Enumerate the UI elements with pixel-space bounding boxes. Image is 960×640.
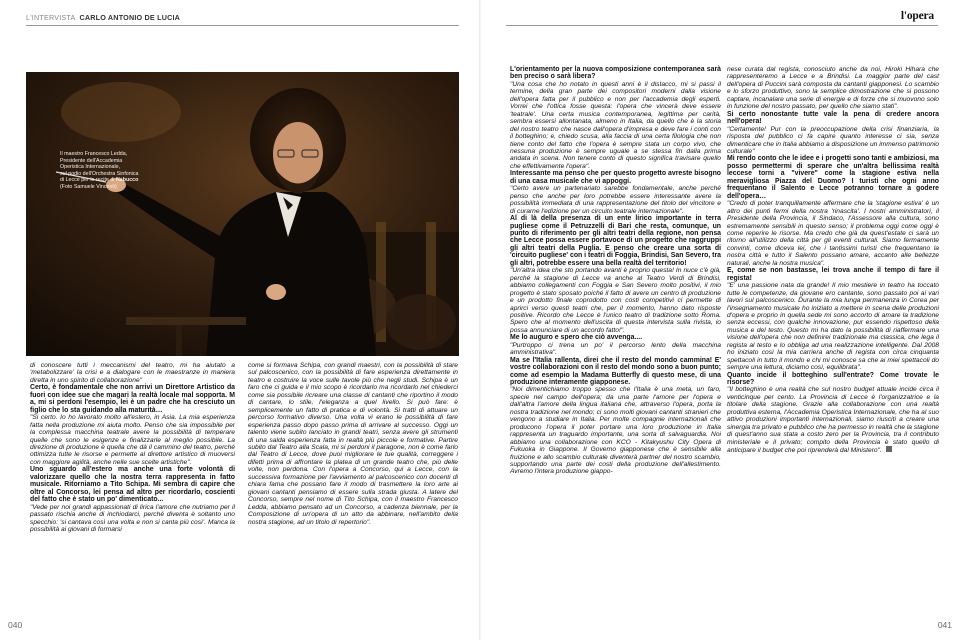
page-number-left: 040 xyxy=(8,620,23,630)
answer-paragraph: "Un'altra idea che sto portando avanti è proprio questa! In nuce c'è già, perché la stagione di Lecce va anche al Teatro Verdi di Brindisi, abbiamo collegamenti con Foggia e San Severo molto positivi, il mio progetto è stato sposato poiché il fatto di avere un centro di produzione e un prodotto finale coprodotto con costi competitivi ci permette di aprirci verso questi teatri che, per il momento, hanno dato risposte positive. Ricordo che Lecce è l'unico teatro di tradizione sotto Roma. Spero che al momento dell'uscita di questa intervista sulla rivista, io possa annunciare di un accordo fatto!". xyxy=(510,267,721,334)
answer-paragraph: nese curata dal regista, conosciuto anche da noi, Hiroki Hihara che rappresenteremo a Lecce e a Brindisi. La maggior parte del cast dell'opera di Puccini sarà composta da cantanti giapponesi. Lo scambio e lo sforzo produttivo, sono la semplice dimostrazione che si possono captare, incanalare una serie di energie e di forze che si muovono solo in funzione del nostro passato, per quello che siamo stati". xyxy=(727,66,939,111)
caption-opera-title: Nabucco xyxy=(115,177,139,184)
question-paragraph: E, come se non bastasse, lei trova anche il tempo di fare il regista! xyxy=(727,267,939,282)
answer-paragraph: come si formava Schipa, con grandi maestri, con la possibilità di stare sul palcoscenico, con la possibilità di fare esperienza direttamente in teatro e costruire la voce sulle tavole più che negli studi. Schipa è un faro che ci guida e il mio scopo è ricordarlo ma ricordarlo nel chiederci come sia possibile ricreare una classe di cantanti che riportino il modo di cantare, lo stile, l'eleganza a quel livello. Si può fare: è semplicemente un fatto di pratica e di volontà. Si tratti di attuare un percorso formativo diverso. Una volta vi erano le possibilità di fare esperienza passo dopo passo prima di arrivare al successo. Oggi un talento viene subito lanciato in grandi teatri, senza avere gli strumenti di una salda esperienza fatta in realtà più piccole e formative. Partire subito dal Teatro alla Scala, mi si perdoni il paragone, non è come farlo dal Teatro di Lecce, dove puoi migliorare le tue qualità, correggere i difetti prima di affrontare la platea di un grande teatro che, più delle volte, non perdona. Con l'opera a Concorso, qui a Lecce, con la successiva formazione per l'avviamento al palcoscenico con docenti di chiara fama che possano fare il modo di trasmettere la loro arte ai giovani cantanti pensiamo di essere sulla strada giusta. A latere del Concorso, sempre nel nome di Tito Schipa, con il maestro Francesco Ledda, abbiamo pensato ad un Concorso, a cadenza biennale, per la Composizione di un'opera di un atto da abbinare, nell'ambito della nostra stagione, ad un titolo di repertorio". xyxy=(248,362,458,526)
question-paragraph: Mi rendo conto che le idee e i progetti sono tanti e ambiziosi, ma posso permettermi di sperare che un'altra bellissima realtà leccese torni a "vivere" come la stagione estiva nella meravigliosa Piazza del Duomo? I turisti che ogni anno frequentano il Salento e Lecce potranno tornare a godere dell'opera… xyxy=(727,155,939,200)
article-column-1 xyxy=(30,362,235,533)
caption-line xyxy=(60,177,170,184)
answer-paragraph: "Purtroppo ci trena un po' il percorso lento della macchina amministrativa". xyxy=(510,341,721,357)
answer-text: "Il botteghino è una realtà che sul nostro budget attuale incide circa il venticinque per cento. La Provincia di Lecce è l'organizzatrice e la titolare della stagione. Grazie alla collaborazione con una realtà produttiva esterna, l'Accademia Operistica Internazionale, che ha al suo attivo produzioni importanti internazionali, siamo riusciti a creare una sinergia tra privato e pubblico che ha permesso in realtà che la stagione di quest'anno sua stata a costo zero per la Provincia, tra il contributo ministeriale e il privato; compito della Provincia è stato quello di anticipare il budget che poi riprenderà dal Ministero". xyxy=(727,386,939,455)
answer-paragraph: "E' una passione nata da grande! Il mio mestiere in teatro ha toccato tutte le competenze, da giovane ero cantante, sono passato poi ai vari lavori sul palcoscenico. Durante la mia lunga permanenza in Corea per l'insegnamento musicale ho iniziato a mettere in scena delle produzioni d'opera e proprio in quella sede mi sono accorto di amare la tradizione senza eccessi, con qualche innovazione, pur essendo rispettoso della musica e del testo. Questo mi ha dato la possibilità di riaffermare una visione dell'opera che non definirei tradizionale ma classica, che lega il regista al testo e lo obbliga ad una realizzazione intelligente. Dal 2008 ho iniziato così la mia carriera anche di regista con circa cinquanta spettacoli in tutto il mondo e chi mi conosce sa che ai miei spettacoli do sempre una lettura, diciamo così, equilibrata". xyxy=(727,282,939,372)
article-column-3 xyxy=(510,66,721,476)
question-paragraph: Certo, è fondamentale che non arrivi un Direttore Artistico da fuori con idee sue che magari la realtà locale mal sopporta. M a, mi si perdoni l'esempio, lei è un padre che ha cresciuto un figlio che lo sta guidando alla maturità… xyxy=(30,384,235,414)
question-paragraph: L'orientamento per la nuova composizione contemporanea sarà ben preciso o sarà libera? xyxy=(510,66,721,81)
right-page xyxy=(480,0,960,640)
question-paragraph: Al di là della presenza di un ente lirico importante in terra pugliese come il Petruzzelli di Bari che resta, comunque, un punto di riferimento per gli altri teatri della regione, non pensa che Lecce possa essere portavoce di un progetto che raggruppi gli altri teatri della Puglia. E penso che creare una sorta di 'circuito pugliese' con i teatri di Foggia, Brindisi, San Severo, tra gli altri, potrebbe essere una bella realtà del territorio! xyxy=(510,215,721,267)
answer-paragraph: "Si certo. Io ho lavorato molto all'estero, in Asia. La mia esperienza fatta nella produzione mi aiuta molto. Penso che sia impossibile per la complessa macchina teatrale avere la possibilità di temperare quelle che sono le esigenze e finalizzarle al meglio possibile. La direzione di produzione è quella che dà il cammino del teatro, perché ottimizza tutte le risorse e permette al direttore artistico di muoversi con maggiore agilità, anche nelle sue scelte artistiche". xyxy=(30,414,235,466)
answer-paragraph xyxy=(727,386,939,454)
question-paragraph: Interessante ma penso che per questo progetto avreste bisogno di una casa musicale che vi appoggi. xyxy=(510,170,721,185)
answer-paragraph: "Certo avere un partenariato sarebbe fondamentale, anche perché penso che anche per loro potrebbe essere interessante avere la possibilità immediata di una rappresentazione del titolo del vincitore e di curarne l'edizione per un circuito teatrale internazionale". xyxy=(510,185,721,215)
header-rule xyxy=(506,25,938,26)
caption-line: sul podio dell'Orchestra Sinfonica xyxy=(60,170,139,177)
question-paragraph: Me lo auguro e spero che ciò avvenga.... xyxy=(510,334,643,342)
caption-line: Operistica Internazionale, xyxy=(60,164,121,171)
answer-paragraph: "Una cosa che ho notato in questi anni è il distacco, mi si passi il termine, della gran parte dei compositori moderni dalla visione dell'opera fatta per il pubblico e non per l'accademia degli esperti. Vorrei che l'ottica fosse questa: l'opera che vincerà deve essere 'teatrale'. Una certa musica contemporanea, legittima per carità, sembra essersi allontanata, almeno in Italia, da quello che è la storia del nostro teatro che nasce dall'opera d'impresa e deve fare i conti con il botteghino; e, chiedo scusa, alla faccia di una certa filologia che non tiene conto del fatto che l'opera è sempre stata un corpo vivo, che nessuna produzione è sempre uguale a se stessa fin dalla prima andata in scena. Non tenere conto di questo significa travisare quello che effettivamente l'opera". xyxy=(510,80,721,170)
section-label: L'INTERVISTA xyxy=(26,13,76,22)
article-column-2 xyxy=(248,362,458,526)
question-paragraph: Uno sguardo all'estero ma anche una forte volontà di valorizzare quello che la nostra terra rappresenta in fatto musicale. Ritorniamo a Tito Schipa. Mi sembra di capire che oltre al Concorso, lei pensa ad altro per ricordarlo, coscienti del fatto che è stato un po' dimenticato... xyxy=(30,466,235,504)
question-paragraph: Si certo nonostante tutte vale la pena di credere ancora nell'opera! xyxy=(727,110,939,126)
question-paragraph: Ma se l'Italia rallenta, direi che il resto del mondo cammina! E' vostre collaborazioni con il resto del mondo sono a buon punto; come ad esempio la Madama Butterfly di questo mese, di una produzione interamente giapponese. xyxy=(510,356,721,387)
article-column-4 xyxy=(727,66,939,455)
header-rule xyxy=(26,25,459,26)
caption-credit: (Foto Samuele Vincenti) xyxy=(60,183,117,190)
conductor-photo xyxy=(26,72,459,356)
interview-subject: CARLO ANTONIO DE LUCIA xyxy=(79,13,181,22)
running-head xyxy=(26,13,180,22)
caption-text: di Lecce per le recite di xyxy=(60,177,116,184)
answer-paragraph: "Credo di poter tranquillamente affermare che la 'stagione estiva' è un altro dei punti fermi della nostra 'rinascita'. I nostri amministratori, il Presidente della Provincia, il Sindaco, l'Assessore alla cultura, sono estremamente sensibili in questo senso; il problema oggi come oggi è come reperire le risorse. Ma credo che già da quest'estate ci sarà un ritorno all'utilizzo della città per gli eventi culturali. Siamo fermamente convinti, come diceva lei, che i tantissimi turisti che frequentano la nostra città e tutto il Salento possano amare, accanto alle bellezze naturali, anche la nostra musica". xyxy=(727,200,939,267)
question-paragraph: Quanto incide il botteghino sull'entrate? Come trovate le risorse? xyxy=(727,371,939,387)
answer-paragraph: "Vede per noi grandi appassionati di lirica l'amore che nutriamo per il passato rischia anche di inchiodarci, perché diventa è soltanto uno specchio: 'si cantava così una volta e non si canta più così'. Manca la possibilità ai giovani di formarsi xyxy=(30,503,235,533)
end-of-article-mark xyxy=(886,446,892,452)
answer-paragraph: di conoscere tutti i meccanismi del teatro, mi ha aiutato a 'metabolizzare' la crisi e a dialogare con le maestranze in maniera diretta in uno spirito di collaborazione" xyxy=(30,362,235,384)
magazine-logo: l'opera xyxy=(900,10,934,22)
answer-paragraph: "Noi dimentichiamo troppo spesso che l'Italia è una meta, un faro, specie nel campo dell'opera; da una parte l'amore per l'opera e dall'altra l'amore della lingua italiana che, attraverso l'opera, porta la nostra tradizione nel mondo; ci sono molti giovani cantanti stranieri che vengono a studiare in Italia. Per molte compagnie internazionali che producono l'opera il poter portare una loro produzione in Italia rappresenta un traguardo importante, una sorta di salvaguardia. Noi abbiamo una collaborazione con KCO - Kitakyushu City Opera di Fukuoka in Giappone. Il Governo giapponese che è sensibile alla fruizione e allo scambio culturale diventerà partner del nostro scambio, supportando una parte dei costi della produzione dell'allestimento. Avremo l'intera produzione giappo- xyxy=(510,386,721,476)
conductor-photo-art xyxy=(26,72,459,356)
page-number-right: 041 xyxy=(937,620,952,630)
answer-paragraph: "Certamente! Pur con la preoccupazione della crisi finanziaria, la risposta del pubblico ci fa capire quanto interesse ci sia, senza dimenticare che in Italia abbiamo a disposizione un immenso patrimonio culturale" xyxy=(727,125,939,155)
photo-caption xyxy=(60,151,170,191)
caption-line: Il maestro Francesco Ledda, xyxy=(60,151,128,157)
caption-line: Presidente dell'Accademia xyxy=(60,157,123,164)
